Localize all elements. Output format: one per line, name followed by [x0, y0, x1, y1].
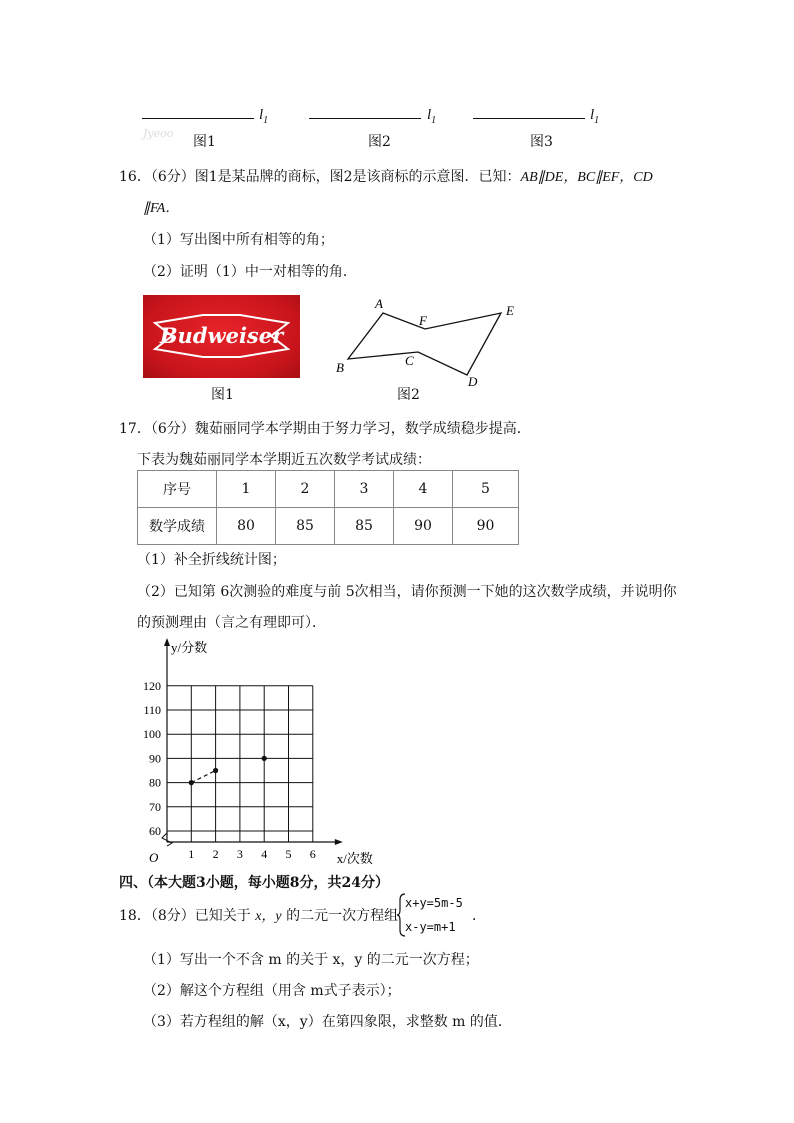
q16-fig1-caption: 图1 [211, 387, 234, 403]
y-tick-label: 90 [149, 751, 161, 766]
table-header-cell: 数学成绩 [138, 508, 217, 545]
y-tick-label: 80 [149, 775, 161, 790]
q16-condition-cont: ∥FA． [143, 201, 180, 216]
line-label-fig3: $l_1$ [590, 107, 600, 126]
x-axis-label: x/次数 [336, 851, 373, 864]
q18-sub1: （1）写出一个不含 m 的关于 x，y 的二元一次方程； [143, 952, 479, 968]
table-cell: 5 [453, 471, 519, 508]
brand-logo [143, 295, 300, 378]
table-cell: 80 [217, 508, 276, 545]
q17-sub1: （1）补全折线统计图； [137, 552, 286, 568]
table-cell: 2 [276, 471, 335, 508]
table-row [138, 471, 519, 508]
y-axis-arrow [164, 638, 170, 646]
point-B: B [336, 360, 344, 375]
fig2-caption-top: 图2 [368, 134, 391, 150]
x-tick-label: 6 [309, 847, 316, 861]
x-tick-label: 2 [212, 847, 219, 861]
table-cell: 1 [217, 471, 276, 508]
table-cell: 90 [394, 508, 453, 545]
table-cell: 85 [335, 508, 394, 545]
q16-sub1: （1）写出图中所有相等的角； [143, 232, 334, 248]
table-cell: 3 [335, 471, 394, 508]
scores-table [137, 470, 519, 545]
x-tick-label: 3 [236, 847, 243, 861]
equation-2: x-y=m+1 [405, 920, 456, 934]
data-point [213, 768, 218, 773]
q18-head-end: ． [472, 908, 486, 924]
q18-sub2: （2）解这个方程组（用含 m式子表示）； [143, 983, 401, 999]
q18-sub3: （3）若方程组的解（x，y）在第四象限，求整数 m 的值． [143, 1014, 512, 1030]
table-cell: 90 [453, 508, 519, 545]
q18-head: 18．（8分）已知关于 x，y 的二元一次方程组 [119, 908, 399, 924]
table-cell: 85 [276, 508, 335, 545]
table-row [138, 508, 519, 545]
x-tick-label: 1 [188, 847, 195, 861]
q16-fig2-caption: 图2 [397, 387, 420, 403]
q17-sub2-line1: （2）已知第 6次测验的难度与前 5次相当，请你预测一下她的这次数学成绩，并说明你 [137, 584, 677, 600]
point-F: F [419, 313, 427, 328]
origin-label: O [149, 850, 159, 864]
point-E: E [506, 303, 514, 318]
y-tick-label: 100 [143, 727, 161, 742]
q16-head: 16．（6分）图1是某品牌的商标，图2是该商标的示意图．已知：AB∥DE，BC∥EF，CD [119, 169, 653, 185]
line-label-fig1: $l_1$ [259, 107, 269, 126]
y-axis-label: y/分数 [171, 640, 208, 655]
x-tick-label: 4 [261, 847, 268, 861]
x-tick-label: 5 [285, 847, 292, 861]
fig3-caption-top: 图3 [530, 134, 553, 150]
y-tick-label: 70 [149, 799, 161, 814]
y-tick-label: 110 [143, 703, 161, 717]
point-A: A [375, 296, 383, 311]
score-line-chart [135, 636, 385, 864]
table-header-cell: 序号 [138, 471, 217, 508]
q17-head: 17．（6分）魏茹丽同学本学期由于努力学习，数学成绩稳步提高． [119, 421, 531, 437]
line-l1-fig2 [309, 118, 421, 119]
line-l1-fig1 [142, 118, 254, 119]
q17-sub2-line2: 的预测理由（言之有理即可）． [137, 615, 326, 631]
section-4-title: 四、（本大题3小题，每小题8分，共24分） [119, 875, 389, 891]
fig1-caption-top: 图1 [193, 134, 216, 150]
q17-intro: 下表为魏茹丽同学本学期近五次数学考试成绩： [137, 452, 431, 468]
line-label-fig2: $l_1$ [427, 107, 437, 126]
y-tick-label: 60 [149, 824, 161, 838]
data-point [262, 756, 267, 761]
line-l1-fig3 [473, 118, 585, 119]
point-C: C [405, 353, 414, 368]
x-axis-arrow [335, 839, 343, 845]
data-point [189, 780, 194, 785]
watermark: Jyeoo [143, 127, 174, 140]
point-D: D [468, 374, 478, 389]
series-line [191, 771, 215, 783]
logo-text: Budweiser [159, 323, 284, 348]
equation-1: x+y=5m-5 [405, 896, 463, 910]
q16-sub2: （2）证明（1）中一对相等的角． [143, 264, 357, 280]
y-tick-label: 120 [143, 678, 161, 693]
hexagon-diagram [330, 293, 530, 393]
table-cell: 4 [394, 471, 453, 508]
